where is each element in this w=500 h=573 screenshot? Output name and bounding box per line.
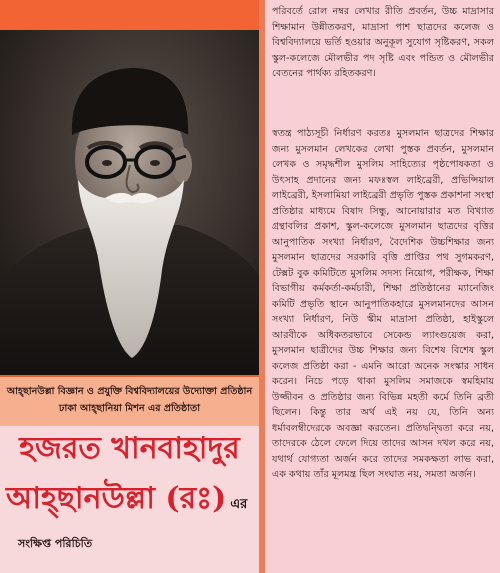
body-paragraph-2: স্বতন্ত্র পাঠ্যসূচী নির্ধারণ করতঃ মুসলমান ছাত্রদের শিক্ষার জন্য মুসলমান লেখকের লেখা পুস্তক প্রবর্তন, মুসলমান লেখক ও সমৃদ্ধশীল মুসলিম সাহিত্যের পৃষ্ঠপোষকতা ও উৎসাহ প্রদানের জন্য মফঃস্বল লাইব্রেরী, প্রভিন্সিয়াল লাইব্রেরী, ইসলামিয়া লাইব্রেরী প্রভৃতি পুস্তক প্রকাশনা সংস্থা প্রতিষ্ঠার মাধ্যমে বিষাদ সিন্ধু, আনোয়ারার মত বিখ্যাত গ্রন্থাবলির প্রকাশ, স্কুল-কলেজে মুসলমান ছাত্রদের বৃত্তির আনুপাতিক সংখ্যা নির্ধারণ, বৈদেশিক উচ্চশিক্ষার জন্য মুসলমান ছাত্রদের সরকারি বৃত্তি প্রাপ্তির পথ সুগমকরণ, টেক্সট বুক কমিটিতে মুসলিম সদস্য নিয়োগ, পরীক্ষক, শিক্ষা বিভাগীয় কর্মকর্তা-কর্মচারী, শিক্ষা প্রতিষ্ঠানের ম্যানেজিং কমিটি প্রভৃতি স্থানে আনুপাতিকহারে মুসলমানদের আসন সংখ্যা নির্ধারণ, নিউ স্কীম মাদ্রাসা প্রতিষ্ঠা, হাইস্কুলে আরবীকে অধিকতরভাবে সেকেন্ড ল্যাংগুয়েজ করা, মুসলমান ছাত্রীদের উচ্চ শিক্ষার জন্য বিশেষ বিশেষ স্কুল কলেজ প্রতিষ্ঠা করা - এমনি আরো অনেক সংস্কার সাধন করেন। নিচে পড়ে থাকা মুসলিম সমাজকে স্বমহিমায় উজ্জীবন ও প্রতিষ্ঠার জন্য বিভিন্ন মহতী কর্মে তিনি ব্রতী ছিলেন। কিন্তু তার অর্থ এই নয় যে, তিনি অন্য ধর্মাবলম্বীদেরকে অবজ্ঞা করতেন। প্রতিদ্বন্দ্বিতা করে নয়, তাদেরকে ঠেলে ফেলে দিয়ে তাদের আসন দখল করে নয়, যথার্থ যোগ্যতা অর্জন করে তাদের সমকক্ষতা লাভ করা, এক কথায় তাঁর মূলমন্ত্র ছিল সংঘাত নয়, সমতা অর্জন। — [272, 128, 494, 480]
subtitle: সংক্ষিপ্ত পরিচিতি — [18, 537, 93, 550]
top-accent-stripe — [0, 0, 259, 30]
title-suffix: এর — [230, 497, 248, 512]
title-line-2: আহ্ছানউল্লা (রঃ) — [6, 481, 227, 516]
portrait-photo — [0, 30, 259, 375]
body-paragraph-1: পরিবর্তে রোল নম্বর লেখার রীতি প্রবর্তন, উচ্চ মাদ্রাসার শিক্ষামান উন্নীতকরণ, মাদ্রাসা পাশ ছাত্রদের কলেজ ও বিশ্ববিদ্যালয়ে ভর্তি হওয়ার অনুকূল সুযোগ সৃষ্টিকরণ, সকল স্কুল-কলেজে মৌলভীর পদ সৃষ্টি এবং পন্ডিত ও মৌলভীর বেতনের পার্থক্য রহিতকরণ। — [272, 6, 494, 79]
founder-line-mission: ঢাকা আহ্ছানিয়া মিশন এর প্রতিষ্ঠাতা — [59, 403, 200, 414]
title-line-1: হজরত খানবাহাদুর — [19, 431, 240, 466]
founder-line-university: আহ্ছানউল্লা বিজ্ঞান ও প্রযুক্তি বিশ্ববিদ্যালয়ের উদ্যোক্তা প্রতিষ্ঠান — [6, 386, 253, 397]
title-line-2-row — [6, 477, 259, 521]
founder-info-band — [0, 375, 259, 426]
portrait-illustration — [0, 30, 259, 375]
